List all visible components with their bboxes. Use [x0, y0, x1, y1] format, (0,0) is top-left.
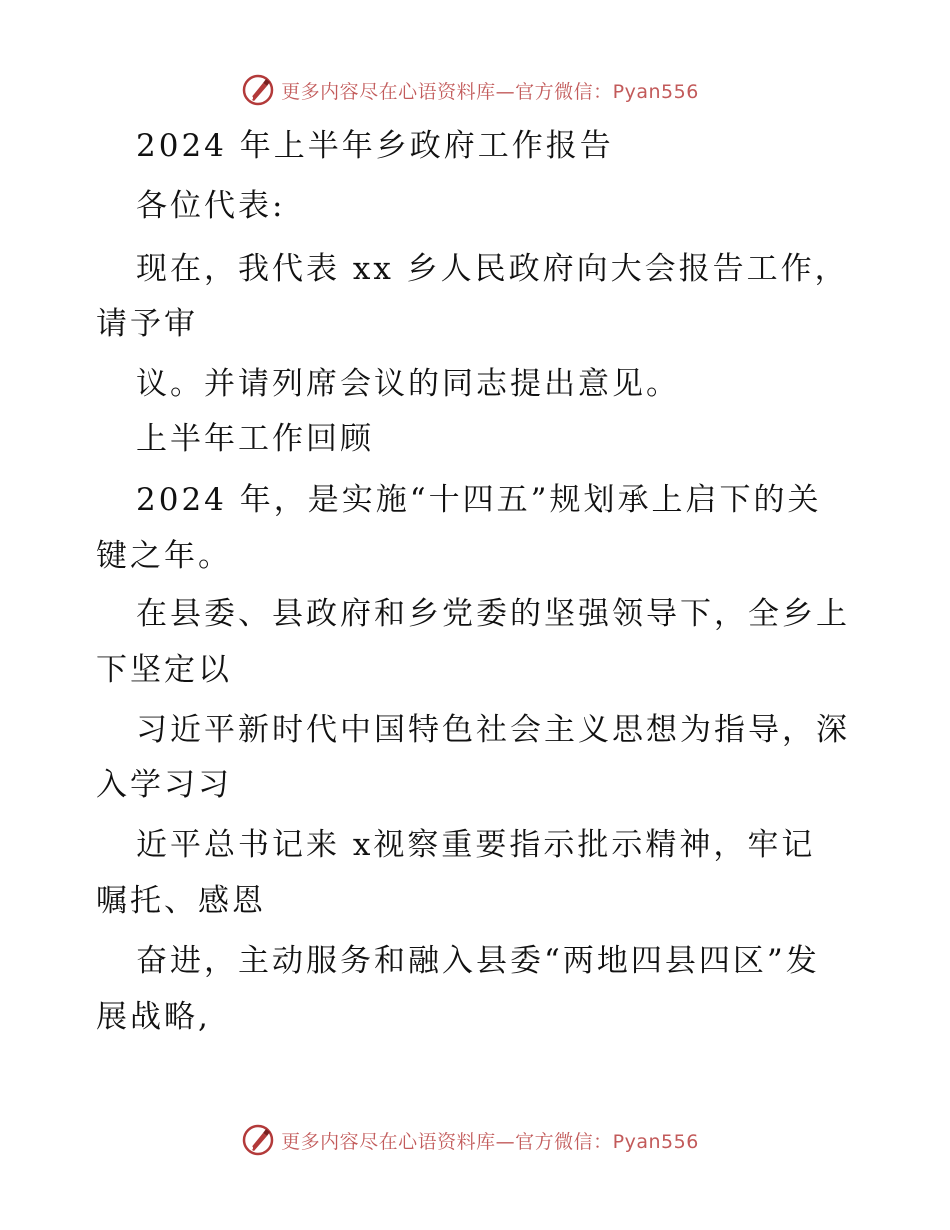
paragraph-line: 展战略, [96, 999, 211, 1035]
salutation: 各位代表: [136, 188, 286, 224]
paragraph-line: 现在，我代表 xx 乡人民政府向大会报告工作， [136, 251, 849, 287]
pen-logo-icon [241, 73, 275, 107]
paragraph-line: 在县委、县政府和乡党委的坚强领导下，全乡上 [136, 596, 850, 632]
paragraph-line: 奋进，主动服务和融入县委“两地四县四区”发 [136, 943, 820, 979]
watermark-text: 更多内容尽在心语资料库—官方微信：Pyan556 [281, 1130, 699, 1153]
paragraph-line: 习近平新时代中国特色社会主义思想为指导，深 [136, 712, 850, 748]
paragraph-line: 2024 年，是实施“十四五”规划承上启下的关 [136, 482, 822, 518]
paragraph-line: 请予审 [96, 306, 198, 342]
header-watermark [0, 70, 950, 110]
watermark-text: 更多内容尽在心语资料库—官方微信：Pyan556 [281, 80, 699, 103]
paragraph-line: 嘱托、感恩 [96, 883, 266, 919]
document-title: 2024 年上半年乡政府工作报告 [136, 128, 614, 164]
footer-watermark [0, 1120, 950, 1160]
paragraph-line: 议。并请列席会议的同志提出意见。 [136, 366, 680, 402]
paragraph-line: 入学习习 [96, 767, 232, 803]
paragraph-line: 键之年。 [96, 538, 232, 574]
paragraph-line: 下坚定以 [96, 652, 232, 688]
pen-logo-icon [241, 1123, 275, 1157]
section-heading: 上半年工作回顾 [136, 421, 374, 457]
paragraph-line: 近平总书记来 x视察重要指示批示精神，牢记 [136, 827, 816, 863]
